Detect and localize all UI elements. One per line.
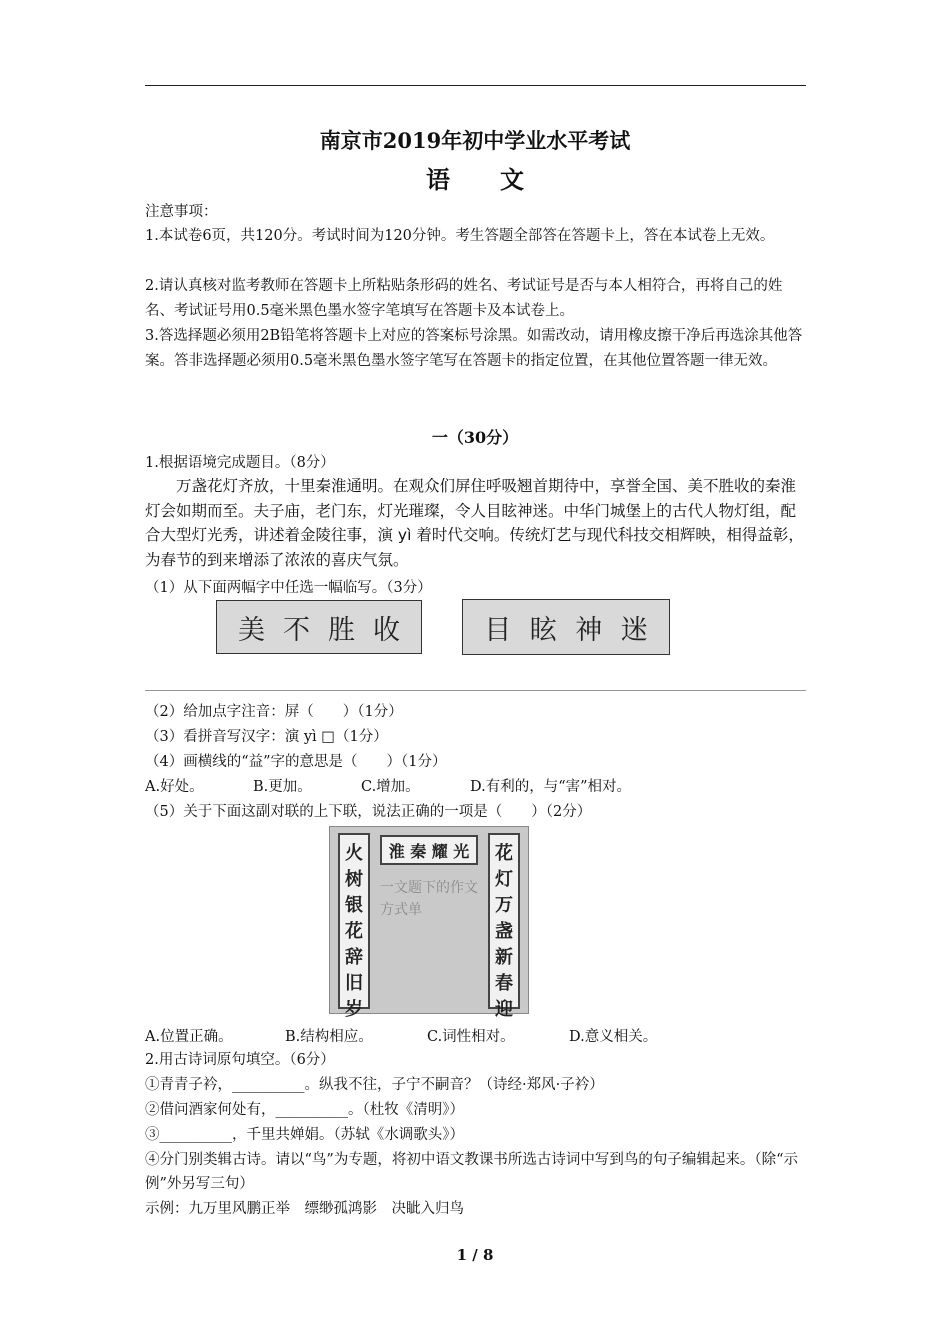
couplet-background-text: 一文题下的作文方式单 xyxy=(380,880,478,918)
calligraphy-char: 神 xyxy=(575,614,603,646)
q1-sub5-option-a: A.位置正确。 xyxy=(145,1029,233,1045)
couplet-right-scroll xyxy=(488,833,520,1020)
calligraphy-char: 不 xyxy=(283,614,310,646)
q1-passage: 万盏花灯齐放，十里秦淮通明。在观众们屏住呼吸翘首期待中，享誉全国、美不胜收的秦淮灯会如期而至。夫子庙，老门东，灯光璀璨，令人目眩神迷。中华门城堡上的古代人物灯组，配合大型灯光秀，讲述着金陵往事，演 yì 着时代交响。传统灯艺与现代科技交相辉映，相得益彰，为春节的到来增添了浓浓的喜庆气氛。 xyxy=(145,477,804,569)
couplet-char: 岁 xyxy=(345,999,363,1020)
q1-sub4: （4）画横线的“益”字的意思是（ ）（1分） xyxy=(145,754,447,770)
divider xyxy=(145,690,806,691)
q1-sub3: （3）看拼音写汉字：演 yì □（1分） xyxy=(145,729,388,745)
calligraphy-char: 胜 xyxy=(328,614,355,646)
q1-sub4-option-a: A.好处。 xyxy=(145,779,204,795)
couplet-char: 迎 xyxy=(495,999,513,1020)
couplet-char: 花 xyxy=(345,921,363,942)
exam-subject: 语文 xyxy=(426,165,574,194)
couplet-char: 银 xyxy=(345,895,363,916)
notice-item-2: 2.请认真核对监考教师在答题卡上所粘贴条形码的姓名、考试证号是否与本人相符合，再将自己的姓名、考试证号用0.5毫米黑色墨水签字笔填写在答题卡及本试卷上。 xyxy=(145,278,783,319)
couplet-char: 淮 xyxy=(388,841,405,861)
q1-stem: 1.根据语境完成题目。（8分） xyxy=(145,455,335,471)
couplet-char: 花 xyxy=(495,843,513,864)
q2-stem: 2.用古诗词原句填空。（6分） xyxy=(145,1052,335,1068)
q2-line-3: ③__________，千里共婵娟。（苏轼《水调歌头》） xyxy=(145,1127,464,1143)
q1-sub2: （2）给加点字注音：屏（ ）（1分） xyxy=(145,704,403,720)
exam-title: 南京市2019年初中学业水平考试 xyxy=(319,128,631,153)
q2-line-1: ①青青子衿，__________。纵我不往，子宁不嗣音？（诗经·郑风·子衿） xyxy=(145,1077,604,1093)
couplet-char: 树 xyxy=(345,869,363,890)
notice-item-1: 1.本试卷6页，共120分。考试时间为120分钟。考生答题全部答在答题卡上，答在本试卷上无效。 xyxy=(145,228,775,244)
couplet-char: 盏 xyxy=(495,921,513,942)
couplet-char: 春 xyxy=(495,973,513,994)
calligraphy-sample-a xyxy=(216,600,422,654)
notice-item-3: 3.答选择题必须用2B铅笔将答题卡上对应的答案标号涂黑。如需改动，请用橡皮擦干净后再选涂其他答案。答非选择题必须用0.5毫米黑色墨水签字笔写在答题卡的指定位置，在其他位置答题一律无效。 xyxy=(145,328,803,369)
couplet-char: 旧 xyxy=(345,973,363,994)
couplet-horizontal-scroll xyxy=(380,835,478,865)
calligraphy-char: 收 xyxy=(373,614,400,646)
q2-line-4: ④分门别类辑古诗。请以“鸟”为专题，将初中语文教课书所选古诗词中写到鸟的句子编辑起来。（除“示例”外另写三句） xyxy=(145,1152,798,1192)
section-heading: 一（30分） xyxy=(431,428,519,447)
couplet-char: 耀 xyxy=(431,841,448,861)
couplet-char: 灯 xyxy=(495,869,513,890)
couplet-char: 光 xyxy=(453,841,470,861)
couplet-char: 火 xyxy=(345,843,363,864)
q1-sub5-option-d: D.意义相关。 xyxy=(569,1029,658,1045)
q2-line-2: ②借问酒家何处有，__________。（杜牧《清明》） xyxy=(145,1102,464,1118)
calligraphy-char: 目 xyxy=(484,614,512,646)
q1-sub5-option-c: C.词性相对。 xyxy=(427,1029,515,1045)
q1-sub1: （1）从下面两幅字中任选一幅临写。（3分） xyxy=(145,580,432,596)
couplet-char: 新 xyxy=(495,947,513,968)
q1-sub4-option-b: B.更加。 xyxy=(253,779,312,795)
couplet-char: 秦 xyxy=(410,841,427,861)
header-rule xyxy=(145,85,806,86)
couplet-image xyxy=(329,826,529,1020)
couplet-char: 辞 xyxy=(345,947,363,968)
calligraphy-char: 眩 xyxy=(529,614,557,646)
calligraphy-sample-b xyxy=(462,599,670,655)
q1-sub4-option-c: C.增加。 xyxy=(361,779,420,795)
notice-heading: 注意事项： xyxy=(145,204,218,220)
page-number: 1 / 8 xyxy=(456,1246,494,1264)
q1-sub5: （5）关于下面这副对联的上下联，说法正确的一项是（ ）（2分） xyxy=(145,804,592,820)
couplet-left-scroll xyxy=(338,833,370,1020)
q2-example: 示例：九万里风鹏正举 缥缈孤鸿影 决眦入归鸟 xyxy=(145,1201,464,1217)
calligraphy-char: 美 xyxy=(238,614,265,646)
q1-sub5-option-b: B.结构相应。 xyxy=(285,1029,373,1045)
q1-sub4-option-d: D.有利的，与“害”相对。 xyxy=(470,779,632,795)
couplet-char: 万 xyxy=(495,895,513,916)
calligraphy-char: 迷 xyxy=(620,614,648,646)
